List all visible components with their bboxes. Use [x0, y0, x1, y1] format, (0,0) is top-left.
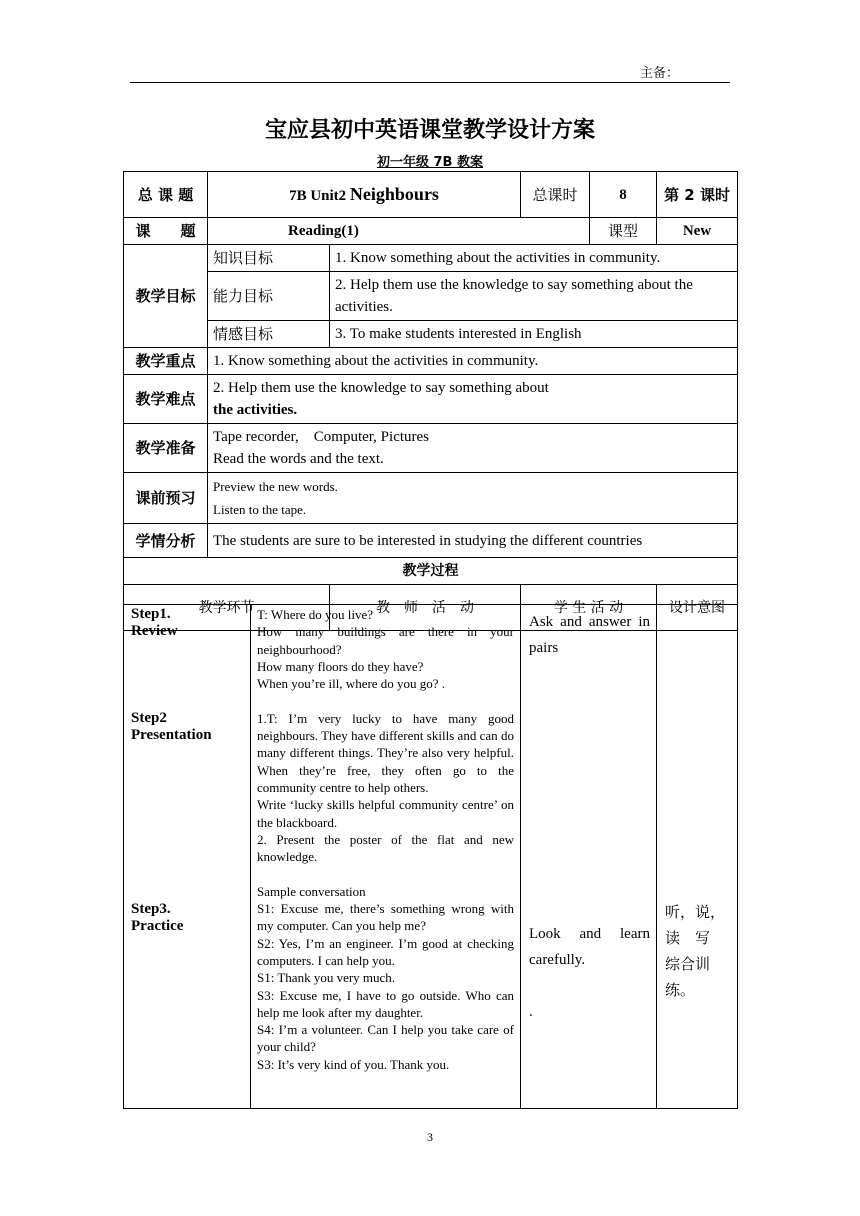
analysis-label: 学情分析 [124, 524, 208, 558]
teacher-line: How many floors do they have? [257, 658, 424, 674]
process-title: 教学过程 [124, 558, 738, 585]
teacher-line: How many buildings are there in your neighbourhood? [257, 624, 514, 657]
teacher-line: T: Where do you live? [257, 607, 374, 622]
preview-line-1: Preview the new words. [213, 479, 338, 494]
step-3 [131, 901, 183, 935]
topic-value [208, 172, 521, 218]
teacher-line: Sample conversation [257, 883, 366, 899]
teacher-line: S1: Excuse me, there’s something wrong with my computer. Can you help me? [257, 901, 514, 934]
step-2-sub: Presentation [131, 727, 212, 743]
difficulties-line-2: the activities. [213, 402, 298, 418]
total-hours-label: 总课时 [521, 172, 590, 218]
step-2-name: Step2 [131, 710, 167, 726]
total-hours-value: 8 [590, 172, 657, 218]
teacher-line: Write ‘lucky skills helpful community centre’ on the blackboard. [257, 797, 514, 830]
student-activities [521, 605, 657, 1109]
analysis-text: The students are sure to be interested in studying the different countries [208, 524, 738, 558]
preparer-label: 主备： [640, 66, 680, 81]
teacher-line: S1: Thank you very much. [257, 970, 396, 986]
teacher-gap [257, 692, 514, 709]
objectives-label: 教学目标 [124, 245, 208, 348]
design-intent [657, 605, 738, 1109]
header-rule [130, 82, 730, 83]
topic-value-main: Neighbours [349, 183, 439, 204]
step-1-sub: Review [131, 623, 178, 639]
objective-emotion-label: 情感目标 [208, 321, 330, 348]
student-activity-1: Ask and answer in pairs [529, 614, 650, 656]
teacher-activities [251, 605, 521, 1109]
objective-emotion-text: 3. To make students interested in English [330, 321, 738, 348]
header-design: 设计意图 [657, 585, 738, 631]
preview-text [208, 473, 738, 524]
preparation-label: 教学准备 [124, 424, 208, 473]
preview-line-2: Listen to the tape. [213, 502, 307, 517]
objective-ability-label: 能力目标 [208, 272, 330, 321]
header-student: 学 生 活 动 [521, 585, 657, 631]
teacher-line: When you’re ill, where do you go? . [257, 676, 446, 692]
lesson-plan-table [123, 171, 738, 631]
header-teacher: 教 师 活 动 [330, 585, 521, 631]
steps-column [124, 605, 251, 1109]
teacher-line: S3: Excuse me, I have to go outside. Who can help me look after my daughter. [257, 987, 514, 1020]
key-points-label: 教学重点 [124, 348, 208, 375]
step-1 [131, 606, 178, 640]
process-table [123, 604, 738, 1109]
difficulties-text [208, 375, 738, 424]
teacher-line: 2. Present the poster of the flat and new knowledge. [257, 831, 514, 865]
document-subtitle: 初一年级 7B 教案 [376, 155, 483, 170]
design-intent-text: 听，说，读 写 综合训练。 [665, 903, 726, 999]
preparation-line-2: Read the words and the text. [213, 451, 384, 467]
topic-label: 总 课 题 [124, 172, 208, 218]
objective-ability-text: 2. Help them use the knowledge to say something about the activities. [330, 272, 738, 321]
preview-label: 课前预习 [124, 473, 208, 524]
objective-knowledge-text: 1. Know something about the activities in community. [330, 245, 738, 272]
lesson-label: 课 题 [124, 218, 208, 245]
page-number: 3 [427, 1130, 433, 1144]
teacher-line: 1.T: I’m very lucky to have many good neighbours. They have different skills and can do many different things. They’re also very helpful. When they’re free, they often go to the community centre to help others. [257, 710, 514, 795]
preparation-line-1: Tape recorder, Computer, Pictures [213, 429, 430, 445]
lesson-number: 第 2 课时 [657, 172, 738, 218]
difficulties-label: 教学难点 [124, 375, 208, 424]
header-step: 教学环节 [124, 585, 330, 631]
type-value: New [657, 218, 738, 245]
student-activity-2: Look and learn carefully. [529, 926, 650, 968]
key-points-text: 1. Know something about the activities in community. [208, 348, 738, 375]
step-2 [131, 710, 212, 744]
teacher-line: S4: I’m a volunteer. Can I help you take care of your child? [257, 1022, 514, 1055]
teacher-line: S3: It’s very kind of you. Thank you. [257, 1056, 450, 1072]
step-3-sub: Practice [131, 918, 184, 934]
student-activity-dot: . [529, 1004, 533, 1020]
type-label: 课型 [590, 218, 657, 245]
topic-value-prefix: 7B Unit2 [289, 187, 350, 204]
preparation-text [208, 424, 738, 473]
lesson-value: Reading(1) [208, 218, 590, 245]
difficulties-line-1: 2. Help them use the knowledge to say something about [213, 380, 549, 396]
teacher-gap [257, 865, 514, 882]
step-3-name: Step3. [131, 901, 171, 917]
objective-knowledge-label: 知识目标 [208, 245, 330, 272]
step-1-name: Step1. [131, 606, 171, 622]
teacher-line: S2: Yes, I’m an engineer. I’m good at checking computers. I can help you. [257, 935, 514, 968]
document-title: 宝应县初中英语课堂教学设计方案 [264, 117, 595, 143]
